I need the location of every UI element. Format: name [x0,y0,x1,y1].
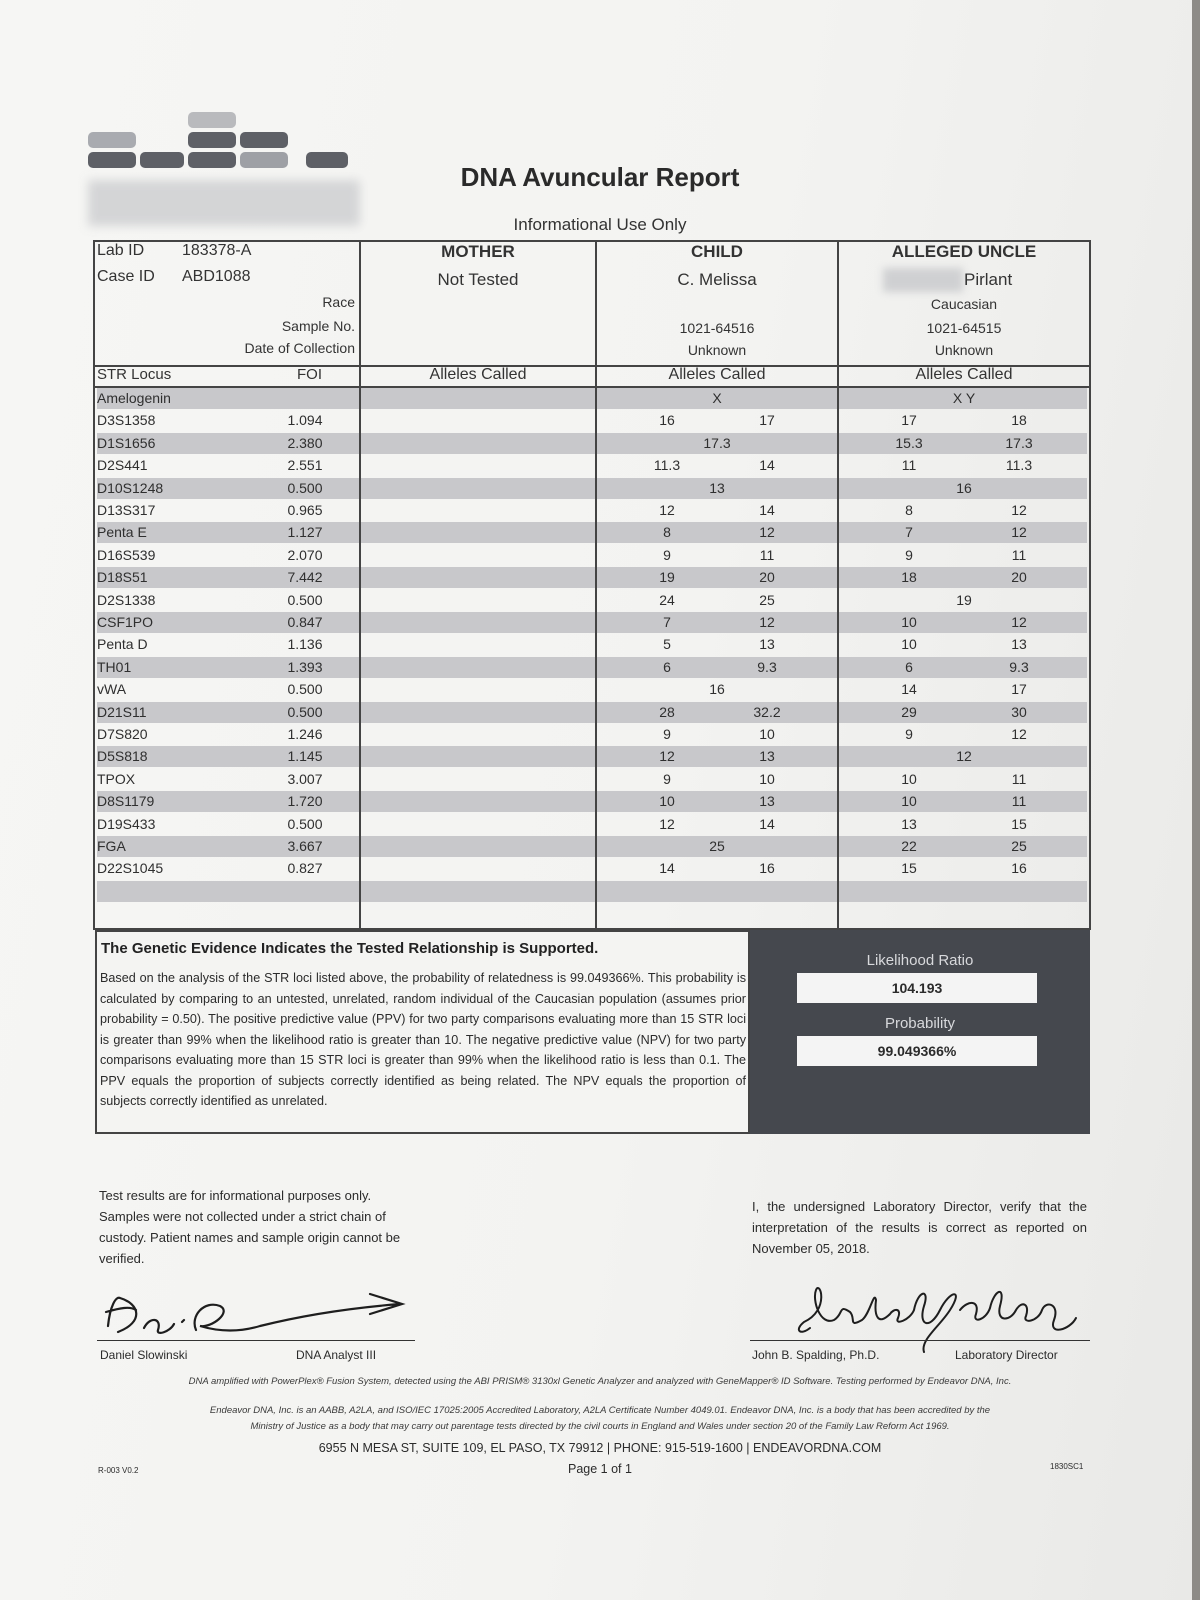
child-allele: 5 [663,636,671,653]
locus-name: D13S317 [97,502,156,518]
uncle-allele: 30 [1011,703,1027,720]
page-number: Page 1 of 1 [568,1462,632,1476]
uncle-allele: 11 [1011,770,1027,787]
locus-name: D3S1358 [97,412,156,429]
foi-value: 2.380 [287,434,323,451]
uncle-allele: 18 [901,569,917,586]
foi-value: 0.847 [287,614,323,630]
lab-id-value: 183378-A [182,242,252,259]
uncle-allele: 9 [905,726,913,742]
foi-value: 3.007 [287,770,323,787]
evidence-title: The Genetic Evidence Indicates the Tested Relationship is Supported. [101,940,599,957]
foi-value: 0.965 [287,502,323,518]
race-label: Race [322,294,355,310]
child-allele: 11.3 [653,457,681,474]
likelihood-ratio-value: 104.193 [797,973,1037,1003]
footer-accreditation: Endeavor DNA, Inc. is an AABB, A2LA, and ISO/IEC 17025:2005 Accredited Laboratory, A2LA Certificate Number 4049.01. Endeavor DNA, Inc. is a body that has been accredited by the [209,1405,991,1416]
foi-value: 0.500 [287,591,323,608]
child-allele: 6 [663,658,671,675]
child-allele: 10 [759,770,775,787]
child-allele: 14 [659,860,675,877]
uncle-allele: 12 [1011,726,1027,742]
foi-value: 1.145 [287,748,323,765]
foi-value: 2.551 [287,457,323,474]
locus-name: TPOX [97,770,136,787]
locus-name: D21S11 [97,703,147,720]
analyst-name: Daniel Slowinski [100,1348,188,1362]
child-allele: 24 [659,591,675,608]
child-allele: 9 [663,546,671,563]
child-allele: 13 [759,793,775,810]
uncle-header: ALLEGED UNCLE [891,242,1037,261]
locus-name: D7S820 [97,726,148,742]
locus-name: D2S1338 [97,591,156,608]
uncle-allele: 10 [901,770,917,787]
uncle-allele: 17 [901,412,917,429]
case-id-value: ABD1088 [182,268,251,285]
child-allele: 12 [659,815,675,832]
uncle-allele: 19 [956,591,972,608]
uncle-allele: 6 [905,658,913,675]
sample-label: Sample No. [281,318,355,334]
child-allele: 16 [659,412,675,429]
report-title: DNA Avuncular Report [460,162,740,192]
child-allele: 12 [659,748,675,765]
uncle-sample-number: 1021-64515 [926,320,1002,336]
locus-name: Penta D [97,636,148,653]
uncle-allele: 9 [905,546,913,563]
locus-name: D16S539 [97,546,156,563]
uncle-allele: 29 [901,703,917,720]
foi-value: 2.070 [287,546,323,563]
locus-name: D2S441 [97,457,148,474]
locus-name: TH01 [97,658,132,675]
child-allele: 32.2 [753,703,781,720]
uncle-allele: 10 [901,636,917,653]
locus-name: D8S1179 [97,793,155,810]
child-allele: 14 [759,502,775,518]
mother-alleles-header: Alleles Called [429,366,527,383]
child-allele: 8 [663,524,671,541]
director-name: John B. Spalding, Ph.D. [752,1348,880,1362]
child-allele: 17 [759,412,775,429]
child-allele: 11 [759,546,775,563]
child-allele: 25 [759,591,775,608]
probability-value: 99.049366% [797,1036,1037,1066]
uncle-collection-date: Unknown [934,342,994,358]
uncle-allele: 11 [1011,546,1027,563]
child-allele: 17.3 [703,434,731,451]
table-row [97,881,1087,902]
locus-name: Amelogenin [97,390,171,406]
foi-column-header: FOI [297,366,322,383]
child-allele: 9.3 [757,658,777,675]
child-alleles-header: Alleles Called [668,366,766,383]
mother-name: Not Tested [437,270,519,289]
report-subtitle: Informational Use Only [513,215,687,234]
uncle-allele: 12 [956,748,972,765]
footer-address: 6955 N MESA ST, SUITE 109, EL PASO, TX 79912 | PHONE: 915-519-1600 | ENDEAVORDNA.COM [318,1441,882,1455]
foi-value: 1.127 [287,524,323,541]
collection-date-label: Date of Collection [244,340,355,356]
redacted-first-name [883,268,963,292]
uncle-allele: 15 [1011,815,1027,832]
foi-value: 7.442 [287,569,323,586]
results-panel [750,930,1090,1134]
foi-value: 0.500 [287,703,323,720]
child-allele: 13 [759,636,775,653]
locus-name: D5S818 [97,748,148,765]
likelihood-ratio-label: Likelihood Ratio [866,952,974,969]
child-allele: 16 [709,681,725,698]
child-allele: 14 [759,457,775,474]
footer-methods: DNA amplified with PowerPlex® Fusion System, detected using the ABI PRISM® 3130xl Genetic Analyzer and analyzed with GeneMapper® ID Software. Testing performed by Endeavor DNA, Inc. [188,1376,1012,1387]
foi-value: 3.667 [287,838,323,854]
child-allele: 19 [659,569,675,586]
foi-value: 0.827 [287,860,323,877]
child-allele: 13 [759,748,775,765]
uncle-allele: 20 [1011,569,1027,586]
child-header: CHILD [691,242,743,261]
locus-column-header: STR Locus [97,366,172,383]
locus-name: Penta E [97,524,147,541]
uncle-race: Caucasian [930,296,998,312]
child-allele: 16 [759,860,775,877]
lab-id-label: Lab ID [97,242,145,259]
child-allele: 13 [709,479,725,496]
foi-value: 0.500 [287,815,323,832]
locus-name: FGA [97,838,126,854]
uncle-allele: 25 [1011,838,1027,854]
child-collection-date: Unknown [687,342,747,358]
locus-name: D18S51 [97,569,148,586]
uncle-allele: 18 [1011,412,1027,429]
uncle-allele: 9.3 [1009,658,1029,675]
results-table [93,240,1091,930]
locus-name: D1S1656 [97,434,156,451]
child-allele: 28 [659,703,675,720]
uncle-allele: X Y [952,390,976,406]
child-allele: 20 [759,569,775,586]
child-allele: 25 [709,838,725,854]
column-divider [837,386,839,928]
foi-value: 1.094 [287,412,323,429]
uncle-allele: 8 [905,502,913,518]
locus-name: CSF1PO [97,614,154,630]
uncle-allele: 16 [956,479,972,496]
foi-value: 1.393 [287,658,323,675]
uncle-allele: 13 [1011,636,1027,653]
column-divider [359,386,361,928]
child-allele: 12 [659,502,675,518]
uncle-allele: 15.3 [895,434,923,451]
uncle-allele: 10 [901,614,917,630]
analyst-signature-line [97,1340,415,1341]
locus-name: D22S1045 [97,860,164,877]
case-id-label: Case ID [97,268,155,285]
uncle-allele: 11 [901,457,917,474]
child-sample-number: 1021-64516 [679,320,755,336]
child-allele: 14 [759,815,775,832]
child-allele: 7 [663,614,671,630]
form-code: R-003 V0.2 [98,1466,139,1475]
locus-name: D10S1248 [97,479,164,496]
child-allele: X [712,390,722,406]
foi-value: 1.136 [287,636,323,653]
child-allele: 10 [759,726,775,742]
document-code: 1830SC1 [1050,1462,1084,1471]
uncle-allele: 17 [1011,681,1027,698]
footer-ministry: Ministry of Justice as a body that may carry out parentage tests directed by the civil courts in England and Wales under section 20 of the Family Law Reform Act 1969. [250,1421,950,1432]
uncle-allele: 11.3 [1005,457,1033,474]
table-row [97,903,1087,924]
uncle-name: Pirlant [964,270,1013,289]
mother-header: MOTHER [441,242,515,261]
uncle-allele: 12 [1011,502,1027,518]
child-allele: 10 [659,793,675,810]
uncle-alleles-header: Alleles Called [915,366,1013,383]
foi-value: 0.500 [287,681,323,698]
uncle-allele: 17.3 [1005,434,1033,451]
foi-value: 1.720 [287,793,323,810]
child-allele: 12 [759,524,775,541]
uncle-allele: 14 [901,681,917,698]
evidence-text: Based on the analysis of the STR loci listed above, the probability of relatedness is 99.049366%. This probability is calculated by comparing to an untested, unrelated, random individual of the Caucasian population (assumes prior probability = 0.50). The positive predictive value (PPV) for two party comparisons evaluating more than 15 STR loci is greater than 99% when the likelihood ratio is greater than 10. The negative predictive value (NPV) for two party comparisons evaluating more than 15 STR loci is greater than 99% when the likelihood ratio is less than 0.1. The PPV equals the proportion of subjects correctly identified as being related. The NPV equals the proportion of subjects correctly identified as unrelated. [100,971,746,1108]
uncle-allele: 7 [905,524,913,541]
foi-value: 0.500 [287,479,323,496]
uncle-allele: 10 [901,793,917,810]
uncle-allele: 15 [901,860,917,877]
child-allele: 9 [663,726,671,742]
disclaimer-note: Test results are for informational purposes only. Samples were not collected under a strict chain of custody. Patient names and sample origin cannot be verified. [99,1188,401,1266]
child-name: C. Melissa [677,270,757,289]
uncle-allele: 13 [901,815,917,832]
uncle-allele: 16 [1011,860,1027,877]
uncle-allele: 12 [1011,524,1027,541]
director-signature [790,1270,1090,1360]
locus-name: vWA [97,681,127,698]
analyst-title: DNA Analyst III [296,1348,377,1362]
evidence-summary [95,930,750,1134]
director-title: Laboratory Director [955,1348,1058,1362]
analyst-signature [100,1286,410,1346]
uncle-allele: 11 [1011,793,1027,810]
verification-note: I, the undersigned Laboratory Director, verify that the interpretation of the results is correct as reported on November 05, 2018. [752,1199,1087,1256]
locus-name: D19S433 [97,815,156,832]
foi-value: 1.246 [287,726,323,742]
uncle-allele: 12 [1011,614,1027,630]
director-signature-line [750,1340,1090,1341]
probability-label: Probability [884,1015,956,1032]
child-allele: 9 [663,770,671,787]
child-allele: 12 [759,614,775,630]
uncle-allele: 22 [901,838,917,854]
